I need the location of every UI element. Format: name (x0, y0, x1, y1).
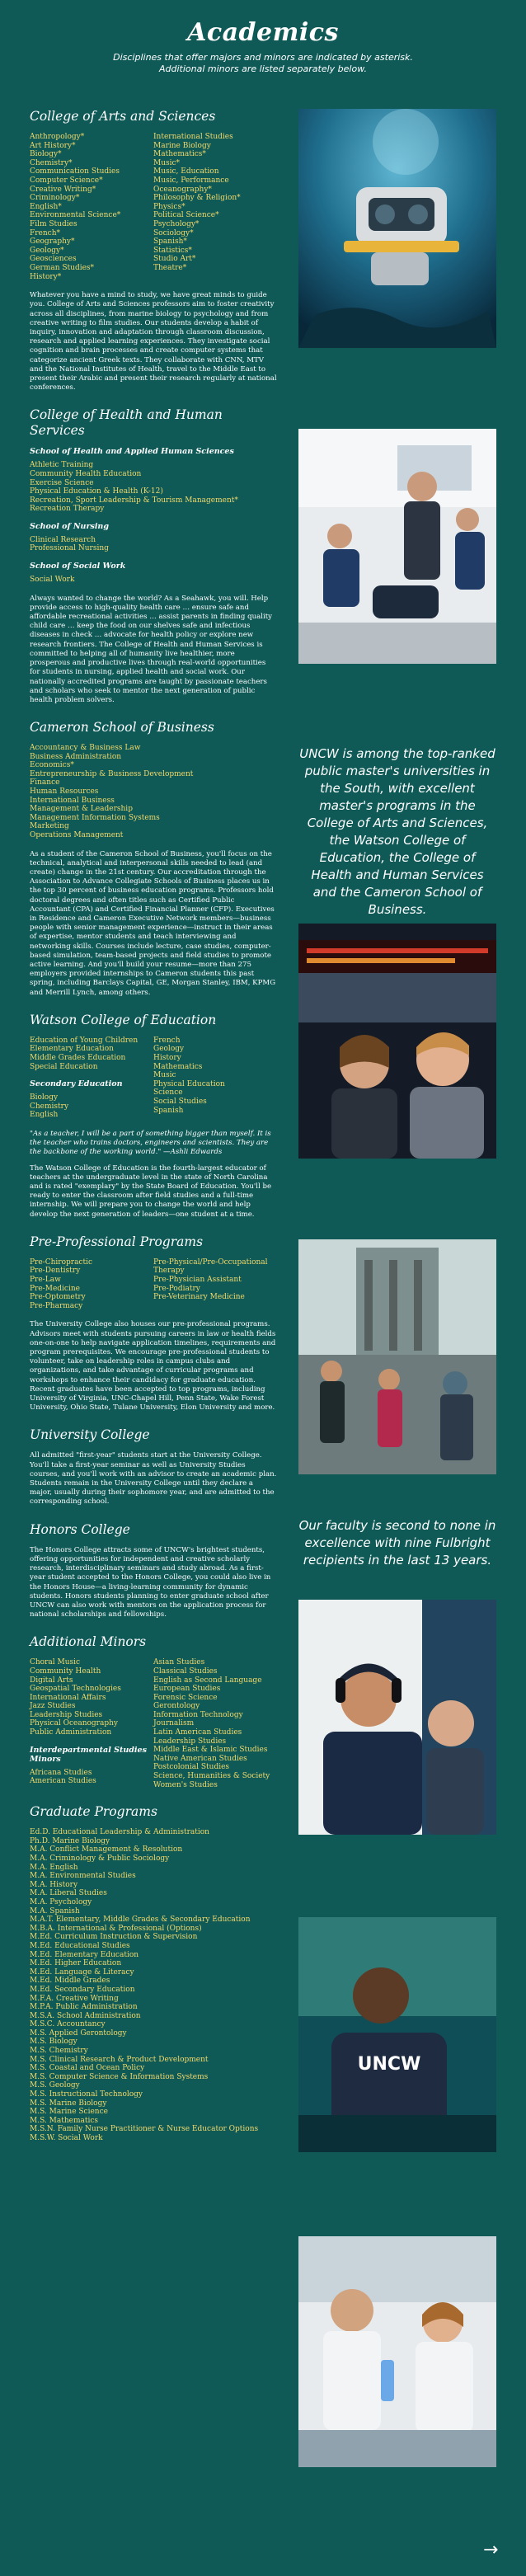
program-item: M.Ed. Secondary Education (30, 1985, 135, 1994)
program-item: English as Second Language (153, 1676, 262, 1685)
program-item: Classical Studies (153, 1666, 218, 1676)
program-item: Studio Art* (153, 255, 196, 264)
program-item: Pre-Veterinary Medicine (153, 1293, 245, 1302)
program-item: International Business (30, 796, 115, 805)
program-item: English* (30, 202, 62, 211)
program-item: Physical Oceanography (30, 1719, 118, 1728)
program-item: Pre-Podiatry (153, 1284, 200, 1293)
program-item: Geology* (30, 246, 64, 255)
program-item: French* (30, 228, 61, 237)
program-item: Latin American Studies (153, 1728, 242, 1737)
program-item: Education of Young Children (30, 1036, 139, 1045)
program-item: Professional Nursing (30, 544, 109, 553)
program-item: Human Resources (30, 787, 99, 797)
program-item: Science, Humanities & Society (153, 1772, 270, 1781)
program-list (30, 1769, 153, 1786)
program-columns (30, 1258, 277, 1311)
section-title: Watson College of Education (30, 1012, 217, 1027)
program-item: Entrepreneurship & Business Development (30, 769, 194, 778)
program-item: Communication Studies (30, 167, 120, 176)
program-columns (30, 1037, 277, 1120)
program-item: M.A. Criminology & Public Sociology (30, 1854, 170, 1863)
program-item: Community Health Education (30, 469, 142, 478)
program-item: M.A. Conflict Management & Resolution (30, 1845, 183, 1854)
program-item: M.P.A. Public Administration (30, 2003, 138, 2012)
program-item: Film Studies (30, 219, 77, 228)
program-item: Psychology* (153, 219, 200, 228)
university-college-section (30, 1427, 277, 1507)
program-item: M.A.T. Elementary, Middle Grades & Secondary Education (30, 1916, 251, 1925)
program-item: Leadership Studies (153, 1737, 227, 1746)
program-list (30, 1258, 153, 1311)
program-item: Criminology* (30, 194, 80, 203)
page-title: Academics (187, 18, 339, 47)
program-list (30, 1093, 153, 1120)
program-item: Spanish (153, 1106, 184, 1115)
subsection-title: Interdepartmental Studies Minors (30, 1745, 147, 1764)
photo-health-class (298, 429, 496, 664)
program-item: Art History* (30, 141, 76, 150)
program-item: Biology (30, 1093, 59, 1102)
program-item: Sociology* (153, 228, 194, 237)
program-item: Computer Science* (30, 176, 103, 185)
program-item: Therapy (153, 1267, 185, 1276)
program-item: Women's Studies (153, 1780, 218, 1789)
program-list (30, 133, 153, 281)
program-item: Operations Management (30, 831, 124, 840)
program-item: M.S. Marine Biology (30, 2099, 107, 2108)
program-item: Geospatial Technologies (30, 1685, 121, 1694)
section-title: College of Arts and Sciences (30, 109, 216, 124)
program-item: Pre-Optometry (30, 1293, 86, 1302)
subtitle-line-1: Disciplines that offer majors and minors are indicated by asterisk. (113, 52, 413, 63)
program-list (30, 536, 277, 553)
program-item: M.A. English (30, 1863, 78, 1872)
program-item: M.A. History (30, 1880, 78, 1889)
program-item: M.A. Psychology (30, 1897, 92, 1906)
section-description: As a student of the Cameron School of Business, you'll focus on the technical, analytical and interpersonal skills needed to lead (and create) change in the 21st century. Our accreditation through the Association to Advance Collegiate Schools of Business places us in the top 30 percent of business education programs. Professors hold doctoral degrees and often titles such as Certified Public Accountant (CPA) and Certified Financial Planner (CFP). Executives in Residence and Cameron Executive Network members—business people with senior management experience—instruct in their areas of expertise, mentor students and teach interviewing and networking skills. Courses include lecture, case studies, computer-based simulation, team-based projects and field studies to promote active learning. And you'll build your resume—more than 275 employers provided internships to Cameron students this past spring, including Barclays Capital, GE, Morgan Stanley, IBM, KPMG and Merrill Lynch, among others. (30, 849, 276, 997)
section-title: Pre-Professional Programs (30, 1234, 204, 1249)
photo-campus-walk (298, 1239, 496, 1474)
program-item: Creative Writing* (30, 185, 96, 194)
photo-student-headphones (298, 1600, 496, 1835)
program-item: International Studies (153, 133, 233, 141)
photo-lab-students (298, 2236, 496, 2467)
program-item: Athletic Training (30, 461, 94, 470)
program-item: Leadership Studies (30, 1710, 103, 1719)
section-description: The Watson College of Education is the fourth-largest educator of teachers at the undergraduate level in the state of North Carolina and is rated "exemplary" by the State Board of Education. You'll be ready to enter the classroom after field studies and a full-time internship. We will prepare you to change the world and help develop the next generation of leaders—one student at a time. (30, 1163, 272, 1219)
program-item: Economics* (30, 761, 74, 770)
page-header (0, 18, 526, 75)
program-item: Recreation, Sport Leadership & Tourism Management* (30, 496, 238, 505)
program-item: Music, Performance (153, 176, 229, 185)
program-list (153, 1658, 277, 1789)
program-item: Music (153, 1071, 176, 1080)
program-item: Social Work (30, 576, 75, 585)
program-item: Pre-Physical/Pre-Occupational (153, 1257, 268, 1267)
program-item: Digital Arts (30, 1676, 73, 1685)
program-list (30, 461, 277, 514)
program-item: American Studies (30, 1777, 96, 1786)
program-item: M.S.C. Accountancy (30, 2020, 106, 2029)
photo-underwater-robot (298, 109, 496, 348)
callout-text-rankings: UNCW is among the top-ranked public master's universities in the South, with excellent master's programs in the College of Arts and Sciences, the Watson College of Education, the College of Health and Human Services and the Cameron School of Business. (299, 746, 495, 917)
program-item: Music, Education (153, 167, 219, 176)
program-item: Gerontology (153, 1702, 200, 1711)
program-item: M.S.A. School Administration (30, 2011, 141, 2020)
section-title: Cameron School of Business (30, 720, 214, 736)
program-item: Pre-Medicine (30, 1284, 80, 1293)
page-subtitle (0, 52, 526, 75)
section-description: The University College also houses our pre-professional programs. Advisors meet with students pursuing careers in law or health fields one-on-one to help navigate application timelines, requirements and program prerequisites. We encourage pre-professional students to volunteer, take on leadership roles in campus clubs and organizations, and take advantage of curricular programs and workshops to enhance their candidacy for graduate education. Recent graduates have been accepted to top programs, including University of Virginia, UNC-Chapel Hill, Penn State, Wake Forest University, Ohio State, Tulane University, Elon University and more. (30, 1320, 276, 1413)
program-item: M.Ed. Higher Education (30, 1959, 122, 1968)
program-list (153, 1258, 277, 1311)
program-item: Geology (153, 1045, 185, 1054)
program-item: M.S. Coastal and Ocean Policy (30, 2064, 145, 2073)
program-item: Journalism (153, 1719, 195, 1728)
program-item: Asian Studies (153, 1658, 205, 1667)
program-item: European Studies (153, 1685, 221, 1694)
program-item: Choral Music (30, 1658, 81, 1667)
program-item: Spanish* (153, 237, 187, 247)
section-description: The Honors College attracts some of UNCW's brightest students, offering opportunities for independent and creative scholarly research, interdisciplinary seminars and study abroad. As a first-year student accepted to the Honors College, you could also live in the Honors House—a living-learning community for dynamic students. Honors students planning to enter graduate school after UNCW can also work with mentors on the application process for national scholarships and fellowships. (30, 1545, 271, 1619)
program-item: History* (30, 272, 62, 281)
program-item: Environmental Science* (30, 211, 121, 220)
shirt-text: UNCW (357, 2054, 421, 2075)
program-item: Chemistry* (30, 158, 73, 167)
preprofessional-section (30, 1234, 277, 1413)
program-item: Physics* (153, 202, 186, 211)
program-item: Middle East & Islamic Studies (153, 1746, 268, 1755)
program-list (153, 133, 277, 281)
program-item: M.S.N. Family Nurse Practitioner & Nurse Educator Options (30, 2125, 259, 2134)
program-item: M.Ed. Middle Grades (30, 1977, 110, 1986)
program-columns (30, 1658, 277, 1789)
program-item: M.Ed. Elementary Education (30, 1950, 139, 1959)
program-item: Exercise Science (30, 478, 94, 487)
program-item: Political Science* (153, 211, 219, 220)
program-column (30, 1658, 153, 1789)
program-item: M.B.A. International & Professional (Options) (30, 1924, 202, 1933)
program-item: International Affairs (30, 1693, 106, 1702)
photo-business-students (298, 924, 496, 1159)
program-item: M.S. Biology (30, 2038, 77, 2047)
program-item: M.A. Liberal Studies (30, 1889, 107, 1898)
section-description: All admitted "first-year" students start at the University College. You'll take a first-year seminar as well as University Studies courses, and you'll work with an advisor to create an academic plan. Students remain in the University College until they declare a major, usually during their sophomore year, and are admitted to the corresponding school. (30, 1451, 277, 1507)
program-item: Anthropology* (30, 133, 85, 141)
program-item: Business Administration (30, 752, 122, 761)
program-item: Community Health (30, 1666, 101, 1676)
subsection-title: School of Social Work (30, 562, 126, 571)
program-item: Pre-Dentistry (30, 1267, 81, 1276)
program-item: Finance (30, 778, 60, 787)
program-item: M.F.A. Creative Writing (30, 1994, 119, 2003)
program-item: Public Administration (30, 1728, 112, 1737)
callout-text-faculty: Our faculty is second to none in excellence with nine Fulbright recipients in the last 13 years. (298, 1518, 496, 1568)
program-item: Pre-Chiropractic (30, 1257, 93, 1267)
program-item: Pre-Law (30, 1276, 61, 1285)
program-item: M.S. Instructional Technology (30, 2090, 143, 2099)
program-list (30, 1828, 277, 2142)
student-quote: "As a teacher, I will be a part of something bigger than myself. It is the teacher who trains doctors, engineers and scientists. They are the backbone of the working world." —Ashli Edwards (30, 1130, 271, 1157)
program-item: M.S. Chemistry (30, 2047, 88, 2056)
program-item: Jazz Studies (30, 1702, 76, 1711)
program-item: Marketing (30, 822, 69, 831)
program-item: Native American Studies (153, 1754, 247, 1763)
left-column (30, 109, 277, 2158)
section-description: Always wanted to change the world? As a Seahawk, you will. Help provide access to high-quality health care … ensure safe and affordable recreational activities … assist parents in finding quality child care … keep the food on our shelves safe and infectious diseases in check … advocate for health policy or explore new research frontiers. The College of Health and Human Services is committed to helping all of humanity live healthier, more prosperous and productive lives through real-world opportunities for students in nursing, applied health and social work. Our nationally accredited programs are taught by passionate teachers and scholars who seek to mentor the next generation of public health problem solvers. (30, 594, 273, 704)
program-list (30, 1658, 153, 1737)
program-list (30, 1037, 153, 1071)
program-item: Accountancy & Business Law (30, 744, 141, 753)
program-item: English (30, 1111, 59, 1120)
program-item: Postcolonial Studies (153, 1763, 230, 1772)
program-item: Physical Education & Health (K-12) (30, 487, 163, 496)
additional-minors-section (30, 1634, 277, 1789)
program-item: Forensic Science (153, 1693, 218, 1702)
program-item: Recreation Therapy (30, 505, 105, 514)
program-list (153, 1037, 277, 1120)
program-item: German Studies* (30, 263, 95, 272)
program-item: Theatre* (153, 263, 187, 272)
education-section (30, 1013, 277, 1220)
section-title: College of Health and Human Services (30, 407, 223, 439)
program-item: Ph.D. Marine Biology (30, 1836, 110, 1845)
program-item: M.S. Computer Science & Information Systems (30, 2072, 209, 2081)
program-item: Elementary Education (30, 1045, 114, 1054)
program-item: M.S. Mathematics (30, 2116, 99, 2125)
program-item: M.Ed. Language & Literacy (30, 1967, 134, 1977)
graduate-programs-section (30, 1804, 277, 2142)
health-section (30, 407, 277, 705)
program-item: M.S. Applied Gerontology (30, 2028, 127, 2038)
program-item: M.S. Geology (30, 2081, 80, 2090)
program-item: Pre-Physician Assistant (153, 1276, 242, 1285)
program-item: Mathematics* (153, 150, 206, 159)
program-list (30, 576, 277, 585)
program-item: M.Ed. Educational Studies (30, 1941, 130, 1950)
program-item: Oceanography* (153, 185, 212, 194)
arts-sciences-section (30, 109, 277, 393)
program-item: Ed.D. Educational Leadership & Administration (30, 1828, 209, 1837)
section-title: Additional Minors (30, 1634, 147, 1650)
program-item: M.S.W. Social Work (30, 2134, 103, 2142)
program-item: Philosophy & Religion* (153, 194, 241, 203)
program-item: Pre-Pharmacy (30, 1301, 83, 1310)
program-item: Information Technology (153, 1710, 243, 1719)
program-item: History (153, 1054, 181, 1063)
program-item: M.S. Clinical Research & Product Development (30, 2055, 209, 2064)
program-item: Science (153, 1088, 183, 1098)
section-title: Honors College (30, 1521, 130, 1537)
program-item: Geography* (30, 237, 75, 247)
program-item: M.Ed. Curriculum Instruction & Supervision (30, 1933, 198, 1942)
section-title: Graduate Programs (30, 1804, 157, 1820)
photo-uncw-student (298, 1917, 496, 2152)
subsection-title: Secondary Education (30, 1079, 123, 1089)
program-item: Clinical Research (30, 535, 96, 544)
program-item: Biology* (30, 150, 62, 159)
program-item: Marine Biology (153, 141, 211, 150)
program-item: Geosciences (30, 255, 77, 264)
program-columns (30, 133, 277, 281)
subtitle-line-2: Additional minors are listed separately below. (158, 63, 368, 74)
program-item: Mathematics (153, 1062, 203, 1071)
business-section (30, 720, 277, 998)
program-item: M.S. Marine Science (30, 2108, 108, 2117)
subsection-title: School of Health and Applied Human Sciences (30, 447, 234, 457)
honors-college-section (30, 1522, 277, 1620)
program-item: French (153, 1036, 181, 1045)
section-title: University College (30, 1427, 150, 1443)
program-item: Chemistry (30, 1102, 69, 1111)
program-item: Management & Leadership (30, 805, 133, 814)
program-item: Africana Studies (30, 1768, 92, 1777)
program-column (30, 1037, 153, 1120)
program-item: Social Studies (153, 1098, 207, 1107)
subsection-title: School of Nursing (30, 521, 109, 531)
program-item: Management Information Systems (30, 813, 160, 822)
program-item: Middle Grades Education (30, 1054, 126, 1063)
program-item: Physical Education (153, 1079, 225, 1088)
section-description: Whatever you have a mind to study, we have great minds to guide you. College of Arts and Sciences professors aim to foster creativity across all disciplines, from marine biology to psychology and from creative writing to film studies. Our students develop a habit of inquiry, innovation and adaptation through classroom discussion, research and applied learning experiences. They investigate social cognition and brain processes and create computer systems that categorize ancient Greek texts. They collaborate with CNN, MTV and the National Institutes of Health, travel to the Middle East to present their Arabic and present their research regularly at national conferences. (30, 291, 277, 393)
program-item: Music* (153, 158, 181, 167)
program-item: Statistics* (153, 246, 192, 255)
program-item: M.A. Spanish (30, 1906, 80, 1916)
program-item: M.A. Environmental Studies (30, 1872, 136, 1881)
program-list (30, 744, 277, 840)
program-item: Special Education (30, 1062, 98, 1071)
next-page-arrow[interactable]: → (483, 2540, 499, 2560)
